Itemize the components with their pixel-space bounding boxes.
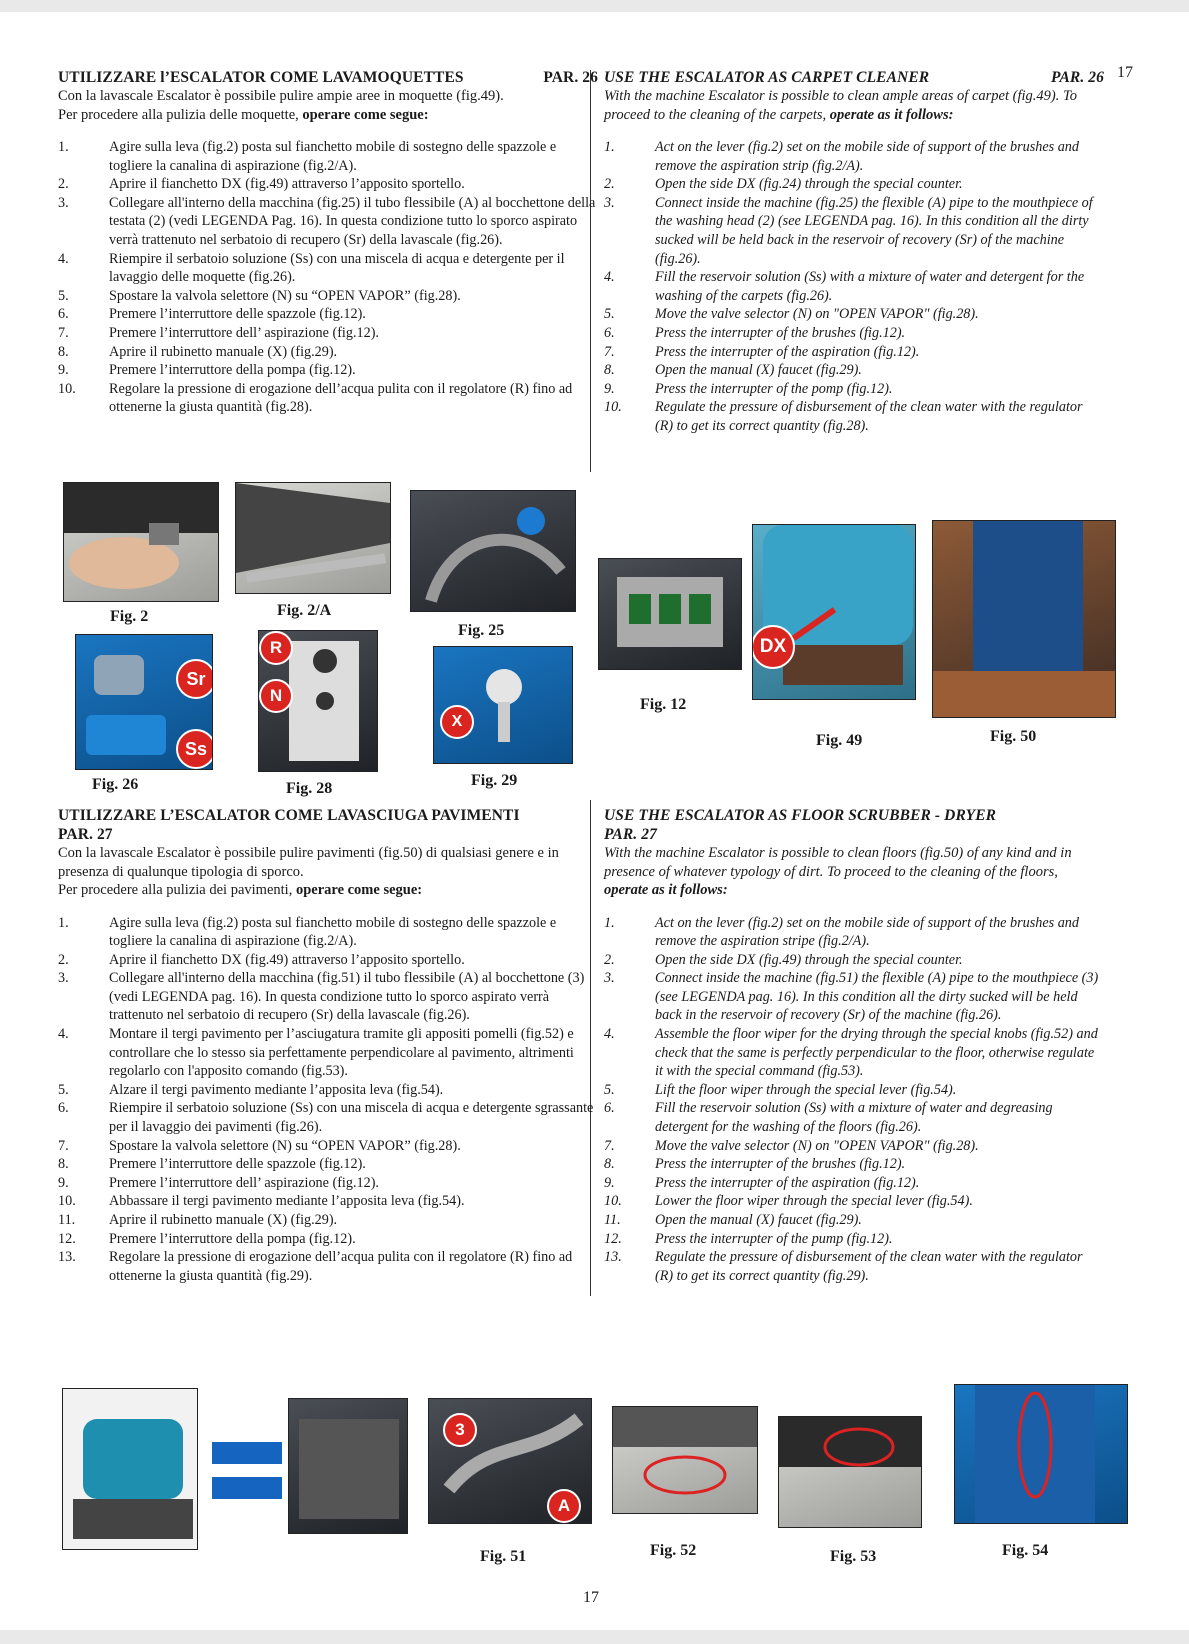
section1-en-title [604,68,1104,87]
step-item [604,1155,1104,1174]
label-r: R [259,631,293,665]
step-text: Premere l’interruttore dell’ aspirazione (fig.12). [109,1174,379,1191]
step-number: 1. [604,139,615,155]
step-number: 5. [604,306,615,323]
fig50-caption: Fig. 50 [990,728,1037,745]
step-number: 11. [604,1212,621,1228]
switch-panel-icon [599,559,741,669]
fig49-photo [752,524,916,700]
step-text: Aprire il rubinetto manuale (X) (fig.29). [109,343,338,360]
step-text: Open the side DX (fig.49) through the special counter. [655,951,963,968]
step-item [604,969,1104,1025]
step-item [58,287,598,306]
step-text: Agire sulla leva (fig.2) posta sul fianchetto mobile di sostegno delle spazzole e togliere la canalina di aspirazione (fig.2/A). [109,139,557,174]
section1-en-intro-text: With the machine Escalator is possible to clean ample areas of carpet (fig.49). To proceed to the cleaning of the carpets, [604,88,1077,123]
machine-overview-photo [62,1388,198,1550]
step-text: Press the interrupter of the pomp (fig.12). [655,380,893,397]
wiper-lever-icon [955,1385,1127,1523]
step-item [604,194,1104,268]
step-item [604,305,1104,324]
step-text: Collegare all'interno della macchina (fig.25) il tubo flessibile (A) al bocchettone della testata (2) (vedi LEGENDA Pag. 16). In questa condizione tutto lo sporco aspirato verrà trattenuto nel serbatoio di recupero (Sr) della lavascale (fig.26). [109,194,596,248]
step-text: Premere l’interruttore delle spazzole (fig.12). [109,306,366,323]
section1-it-intro2-bold: operare come segue: [302,106,429,123]
step-item [604,1174,1104,1193]
step-item [58,175,598,194]
step-text: Collegare all'interno della macchina (fig.51) il tubo flessibile (A) al bocchettone (3) (vedi LEGENDA pag. 16). In questa condizione tutto lo sporco aspirato verrà trattenuto nel serbatoio di recupero (Sr) della lavascale (fig.26). [109,970,585,1024]
step-text: Montare il tergi pavimento per l’asciugatura tramite gli appositi pomelli (fig.52) e controllare che lo stesso sia perfettamente perpendicolare al pavimento, altrimenti regolarlo con l'apposito comando (fig.53). [109,1026,574,1080]
equals-bar-bottom [212,1477,282,1499]
step-number: 2. [604,176,615,193]
step-text: Press the interrupter of the brushes (fig.12). [655,324,906,341]
section2-it-title: UTILIZZARE L’ESCALATOR COME LAVASCIUGA PAVIMENTI [58,807,520,824]
section2-it-intro2-bold: operare come segue: [295,882,423,898]
step-text: Spostare la valvola selettore (N) su “OPEN VAPOR” (fig.28). [109,1137,461,1154]
fig53-caption: Fig. 53 [830,1548,877,1565]
label-3: 3 [443,1413,477,1447]
step-item [604,1099,1104,1136]
page-number-top: 17 [1117,64,1133,81]
section2-en-intro-text: With the machine Escalator is possible to clean floors (fig.50) of any kind and in presence of whatever typology of dirt. To proceed to the cleaning of the floors, [604,845,1072,880]
step-text: Open the side DX (fig.24) through the special counter. [655,176,963,193]
section1-english [604,68,1104,436]
step-item [58,1174,598,1193]
step-item [58,305,598,324]
step-item [58,194,598,250]
step-number: 6. [58,306,69,323]
step-number: 5. [58,287,69,304]
step-number: 2. [604,951,615,968]
step-number: 4. [604,1026,615,1043]
step-item [58,361,598,380]
fig51-photo [428,1398,592,1524]
step-item [58,1099,598,1136]
step-number: 12. [604,1230,622,1247]
step-item [604,1081,1104,1100]
section1-en-intro [604,87,1104,124]
step-number: 10. [604,399,622,416]
fig2a-photo [235,482,391,594]
step-number: 3. [604,970,615,987]
step-item [58,1155,598,1174]
aspiration-strip-icon [236,483,390,593]
step-number: 4. [604,269,615,286]
step-text: Regulate the pressure of disbursement of the clean water with the regulator (R) to get its correct quantity (fig.29). [655,1249,1083,1284]
step-item [604,398,1104,435]
step-number: 3. [58,970,69,987]
section1-it-intro: Con la lavascale Escalator è possibile pulire ampie aree in moquette (fig.49). [58,88,504,104]
step-text: Move the valve selector (N) on "OPEN VAPOR" (fig.28). [655,306,979,323]
step-item [604,1025,1104,1081]
fig26-photo [75,634,213,770]
section2-en-intro [604,844,1104,900]
step-text: Regolare la pressione di erogazione dell’acqua pulita con il regolatore (R) fino ad ottenerne la giusta quantità (fig.29). [109,1249,573,1284]
step-text: Lift the floor wiper through the special lever (fig.54). [655,1081,957,1098]
step-text: Riempire il serbatoio soluzione (Ss) con una miscela di acqua e detergente per il lavaggio delle moquette (fig.26). [109,250,565,286]
section1-it-intro2-text: Per procedere alla pulizia delle moquette, [58,106,303,123]
step-text: Spostare la valvola selettore (N) su “OPEN VAPOR” (fig.28). [109,287,461,304]
step-number: 4. [58,1026,69,1043]
section2-en-title: USE THE ESCALATOR AS FLOOR SCRUBBER - DRYER [604,807,997,824]
step-number: 10. [604,1193,622,1210]
step-text: Premere l’interruttore della pompa (fig.12). [109,1230,356,1247]
step-item [58,951,598,970]
machine-front-icon [933,521,1115,717]
step-item [58,1025,598,1081]
step-text: Press the interrupter of the aspiration (fig.12). [655,343,920,360]
step-text: Act on the lever (fig.2) set on the mobile side of support of the brushes and remove the aspiration stripe (fig.2/A). [655,914,1079,950]
step-text: Regolare la pressione di erogazione dell’acqua pulita con il regolatore (R) fino ad ottenerne la giusta quantità (fig.28). [109,380,573,416]
step-item [604,324,1104,343]
step-item [58,1192,598,1211]
step-item [58,914,598,951]
step-number: 1. [58,914,69,931]
label-n: N [259,679,293,713]
page-number-bottom: 17 [583,1589,599,1606]
step-number: 6. [604,324,615,341]
fig28-caption: Fig. 28 [286,780,333,797]
step-number: 4. [58,250,69,267]
fig2-photo [63,482,219,602]
step-item [604,1211,1104,1230]
step-number: 7. [58,1137,69,1154]
step-text: Agire sulla leva (fig.2) posta sul fianchetto mobile di sostegno delle spazzole e togliere la canalina di aspirazione (fig.2/A). [109,914,557,950]
step-item [58,250,598,287]
label-sr: Sr [176,659,213,699]
step-number: 3. [604,194,615,211]
step-number: 7. [58,324,69,341]
step-number: 9. [604,380,615,397]
step-text: Lower the floor wiper through the special lever (fig.54). [655,1193,973,1210]
step-item [604,361,1104,380]
section1-en-intro-bold: operate as it follows: [829,106,954,123]
step-item [58,138,598,175]
step-text: Assemble the floor wiper for the drying through the special knobs (fig.52) and check that the same is perfectly perpendicular to the floor, otherwise regulate it with the special command (fig.53). [655,1026,1098,1080]
section1-italian [58,68,598,417]
step-text: Move the valve selector (N) on "OPEN VAPOR" (fig.28). [655,1137,979,1154]
step-number: 9. [58,1174,69,1191]
fig54-caption: Fig. 54 [1002,1542,1049,1559]
fig51-caption: Fig. 51 [480,1548,527,1565]
step-item [604,343,1104,362]
section2-it-par: PAR. 27 [58,826,113,843]
step-number: 7. [604,343,615,360]
step-text: Aprire il rubinetto manuale (X) (fig.29). [109,1212,338,1228]
step-item [604,138,1104,175]
step-item [604,268,1104,305]
section2-italian [58,806,598,1285]
step-text: Regulate the pressure of disbursement of the clean water with the regulator (R) to get its correct quantity (fig.28). [655,399,1083,434]
step-number: 9. [58,362,69,379]
step-number: 13. [604,1249,622,1266]
step-number: 2. [58,176,69,193]
manual-page [0,12,1189,1630]
step-text: Abbassare il tergi pavimento mediante l’apposita leva (fig.54). [109,1193,465,1210]
step-text: Press the interrupter of the aspiration (fig.12). [655,1174,920,1191]
section2-it-intro: Con la lavascale Escalator è possibile pulire pavimenti (fig.50) di qualsiasi genere e in presenza di qualunque tipologia di sporco. [58,845,559,880]
label-a: A [547,1489,581,1523]
step-number: 12. [58,1230,76,1247]
step-item [58,1081,598,1100]
step-text: Open the manual (X) faucet (fig.29). [655,1212,862,1228]
step-number: 9. [604,1174,615,1191]
step-text: Premere l’interruttore della pompa (fig.12). [109,362,356,379]
section1-it-title-text: UTILIZZARE l’ESCALATOR COME LAVAMOQUETTES [58,69,464,86]
step-item [604,914,1104,951]
fig54-photo [954,1384,1128,1524]
step-text: Aprire il fianchetto DX (fig.49) attraverso l’apposito sportello. [109,176,465,193]
section2-en-steps [604,914,1104,1286]
step-text: Connect inside the machine (fig.51) the flexible (A) pipe to the mouthpiece (3) (see LEGENDA pag. 16). In this condition all the dirty sucked will be held back in the reservoir of recovery (Sr) of the machine (fig.26). [655,970,1099,1024]
section1-it-title [58,68,598,87]
step-number: 3. [58,194,69,211]
section2-en-par: PAR. 27 [604,826,657,843]
fig2-caption: Fig. 2 [110,608,149,625]
step-text: Premere l’interruttore dell’ aspirazione (fig.12). [109,324,379,341]
step-item [58,969,598,1025]
label-x: X [440,705,474,739]
fig12-photo [598,558,742,670]
step-number: 2. [58,951,69,968]
step-text: Alzare il tergi pavimento mediante l’apposita leva (fig.54). [109,1081,444,1098]
step-number: 8. [604,1156,615,1173]
step-text: Aprire il fianchetto DX (fig.49) attraverso l’apposito sportello. [109,951,465,968]
step-text: Connect inside the machine (fig.25) the flexible (A) pipe to the mouthpiece of the washing head (2) (see LEGENDA pag. 16). In this condition all the dirty sucked will be held back in the reservoir of recovery (Sr) of the machine (fig.26). [655,194,1093,267]
step-item [58,1211,598,1230]
step-item [604,175,1104,194]
step-number: 5. [604,1081,615,1098]
step-text: Fill the reservoir solution (Ss) with a mixture of water and detergent for the washing of the carpets (fig.26). [655,269,1085,304]
step-number: 1. [604,914,615,931]
step-number: 13. [58,1249,76,1266]
wiper-knob-icon [613,1407,757,1513]
section1-it-par: PAR. 26 [543,69,598,86]
section1-it-steps [58,138,598,417]
step-text: Open the manual (X) faucet (fig.29). [655,362,862,379]
section1-it-intro2 [58,106,598,125]
fig29-photo [433,646,573,764]
step-item [58,324,598,343]
hand-lever-icon [64,483,218,601]
fig29-caption: Fig. 29 [471,772,518,789]
step-item [604,1137,1104,1156]
step-number: 10. [58,380,76,397]
label-ss: Ss [176,729,213,769]
fig52-photo [612,1406,758,1514]
fig53-photo [778,1416,922,1528]
fig12-caption: Fig. 12 [640,696,687,713]
fig25-photo [410,490,576,612]
section2-it-intro2 [58,881,598,900]
step-number: 6. [604,1100,615,1117]
label-dx: DX [752,625,795,669]
fig28-photo [258,630,378,772]
grille-icon [289,1399,407,1533]
step-number: 8. [58,1156,69,1173]
fig52-caption: Fig. 52 [650,1542,697,1559]
step-item [58,1248,598,1285]
step-item [604,1192,1104,1211]
step-item [604,1230,1104,1249]
step-number: 5. [58,1081,69,1098]
step-number: 1. [58,139,69,155]
step-number: 8. [604,362,615,379]
fig25-caption: Fig. 25 [458,622,505,639]
fig49-caption: Fig. 49 [816,732,863,749]
section2-it-intro2-text: Per procedere alla pulizia dei pavimenti, [58,882,296,898]
step-item [604,380,1104,399]
step-item [604,951,1104,970]
step-text: Press the interrupter of the pump (fig.12). [655,1230,893,1247]
step-number: 10. [58,1193,76,1210]
fig2a-caption: Fig. 2/A [277,602,332,619]
section2-en-intro-bold: operate as it follows: [604,882,728,898]
section2-english [604,806,1104,1285]
wiper-command-icon [779,1417,921,1527]
step-item [58,343,598,362]
step-text: Press the interrupter of the brushes (fig.12). [655,1156,906,1173]
fig26-caption: Fig. 26 [92,776,139,793]
section1-en-title-text: USE THE ESCALATOR AS CARPET CLEANER [604,69,930,86]
step-item [58,380,598,417]
machine-icon [63,1389,197,1549]
step-text: Riempire il serbatoio soluzione (Ss) con una miscela di acqua e detergente sgrassante per il lavaggio dei pavimenti (fig.26). [109,1100,594,1136]
step-item [58,1137,598,1156]
step-number: 8. [58,343,69,360]
fig50-photo [932,520,1116,718]
strip-closeup-photo [288,1398,408,1534]
step-text: Act on the lever (fig.2) set on the mobile side of support of the brushes and remove the aspiration strip (fig.2/A). [655,139,1079,174]
step-number: 7. [604,1137,615,1154]
section1-en-par: PAR. 26 [1051,69,1104,86]
equals-bar-top [212,1442,282,1464]
step-number: 11. [58,1212,76,1228]
step-text: Fill the reservoir solution (Ss) with a mixture of water and degreasing detergent for the washing of the floors (fig.26). [655,1100,1053,1136]
step-text: Premere l’interruttore delle spazzole (fig.12). [109,1156,366,1173]
section2-it-steps [58,914,598,1286]
step-item [58,1230,598,1249]
step-number: 6. [58,1100,69,1117]
section1-en-steps [604,138,1104,436]
hose-icon [411,491,575,611]
step-item [604,1248,1104,1285]
